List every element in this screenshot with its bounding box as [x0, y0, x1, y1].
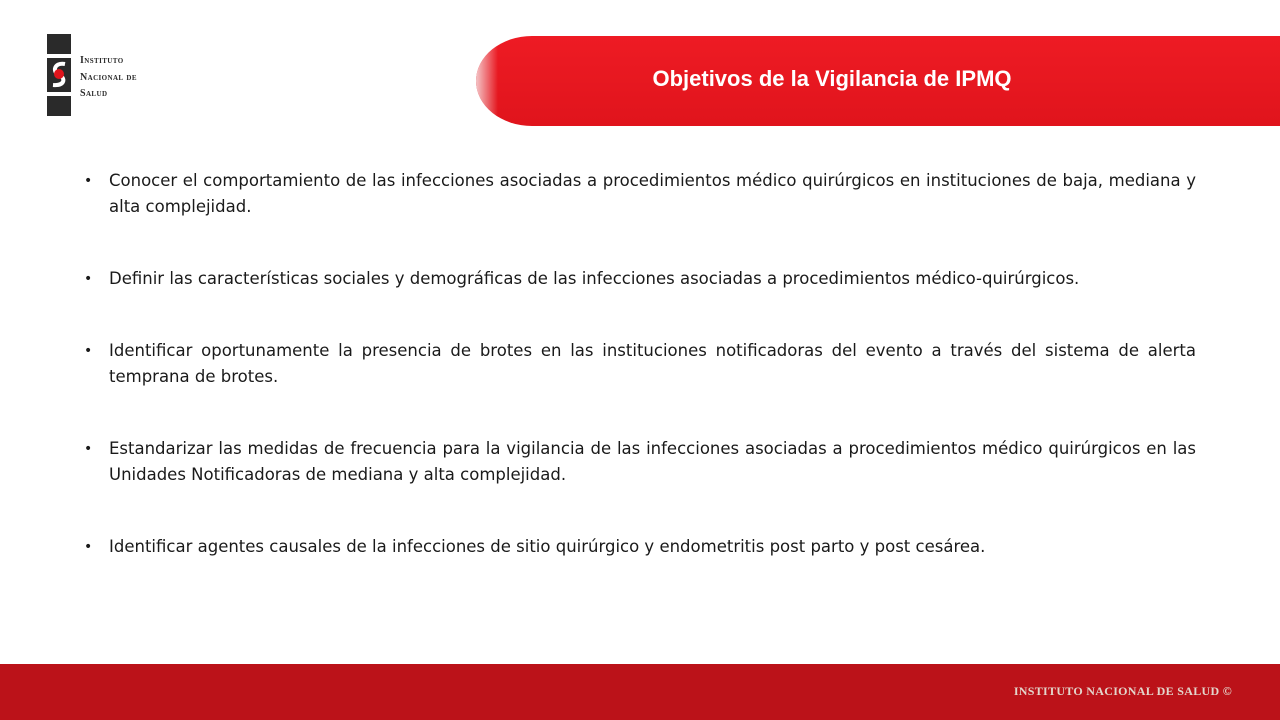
footer-bar	[0, 664, 1280, 720]
objective-item	[84, 266, 1196, 292]
objective-text: Identificar agentes causales de la infecciones de sitio quirúrgico y endometritis post parto y post cesárea.	[109, 537, 986, 556]
logo-line: Nacional de	[80, 71, 137, 83]
title-banner	[476, 36, 1280, 126]
objective-item	[84, 534, 1196, 560]
logo-wordmark	[80, 53, 137, 103]
objective-item	[84, 338, 1196, 390]
institution-logo	[44, 34, 174, 118]
bullet-icon: •	[84, 271, 93, 287]
bullet-icon: •	[84, 539, 93, 555]
objective-text: Conocer el comportamiento de las infecciones asociadas a procedimientos médico quirúrgicos en instituciones de baja, mediana y alta complejidad.	[109, 171, 1196, 216]
objective-text: Identificar oportunamente la presencia de brotes en las instituciones notificadoras del evento a través del sistema de alerta temprana de brotes.	[109, 341, 1196, 386]
objective-item	[84, 168, 1196, 220]
objectives-list	[84, 168, 1196, 560]
footer-copyright: INSTITUTO NACIONAL DE SALUD ©	[1013, 684, 1232, 698]
logo-line: Instituto	[80, 55, 124, 66]
objective-text: Estandarizar las medidas de frecuencia para la vigilancia de las infecciones asociadas a procedimientos médico quirúrgicos en las Unidades Notificadoras de mediana y alta complejidad.	[109, 439, 1196, 484]
ins-logo-icon	[44, 34, 74, 116]
slide-title: Objetivos de la Vigilancia de IPMQ	[652, 66, 1012, 91]
logo-line: Salud	[80, 88, 108, 99]
bullet-icon: •	[84, 441, 93, 457]
bullet-icon: •	[84, 343, 93, 359]
objective-item	[84, 436, 1196, 488]
objective-text: Definir las características sociales y demográficas de las infecciones asociadas a procedimientos médico-quirúrgicos.	[109, 269, 1080, 288]
bullet-icon: •	[84, 173, 93, 189]
